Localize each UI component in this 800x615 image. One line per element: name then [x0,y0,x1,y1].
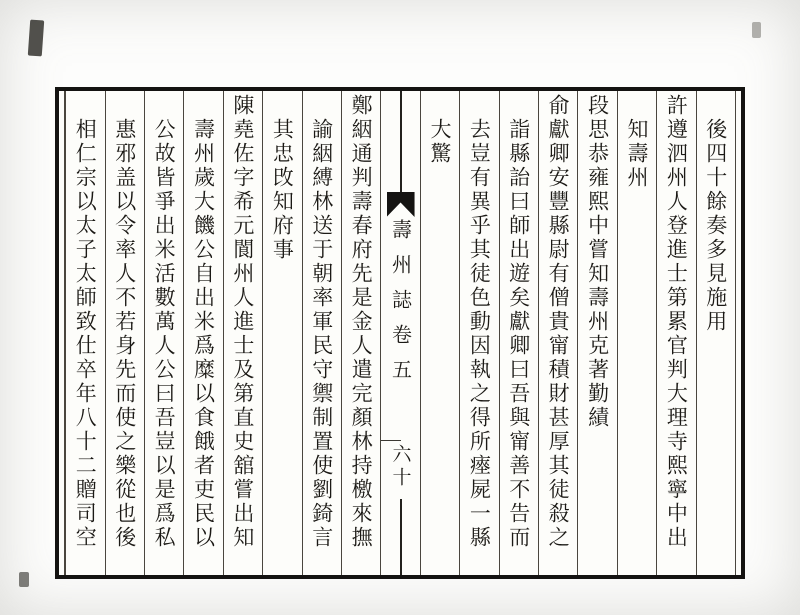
column-text: 相仁宗以太子太師致仕卒年八十二贈司空 [73,118,98,550]
text-column [341,91,380,575]
column-text: 俞獻卿安豐縣尉有僧貴甯積財甚厚其徒殺之 [546,94,571,550]
column-text: 許遵泗州人登進士第累官判大理寺熙寧中出 [664,94,689,550]
text-column [262,91,301,575]
column-text: 段思恭雍熙中嘗知壽州克著勤績 [585,94,610,430]
page-edge-mark [752,22,761,38]
text-column [459,91,498,575]
fishtail-icon [387,192,415,217]
text-column [105,91,144,575]
print-border-frame [55,87,745,579]
page-edge-mark [19,572,29,587]
column-text: 鄭絪通判壽春府先是金人遣完顏林持檄來撫 [349,94,374,550]
page-number: 六十 [389,444,412,490]
column-text: 後四十餘奏多見施用 [703,118,728,334]
column-text: 陳堯佐字希元閬州人進士及第直史舘嘗出知 [230,94,255,550]
banxin-tick-line [381,440,400,441]
column-text: 詣縣詒曰師出遊矣獻卿曰吾與甯善不告而 [506,118,531,550]
column-text: 惠邪盖以令率人不若身先而使之樂從也後 [112,118,137,550]
column-text: 其忠攺知府事 [270,118,295,262]
banxin-center-line-bottom [400,499,402,575]
text-column [420,91,459,575]
column-text: 壽州歲大饑公自出米爲糜以食餓者吏民以 [191,118,216,550]
text-column [538,91,577,575]
column-text: 諭絪縛林送于朝率軍民守禦制置使劉錡言 [309,118,334,550]
text-column [577,91,616,575]
volume-title: 壽州誌卷五 [388,219,413,394]
column-text: 知壽州 [624,118,649,190]
column-text: 去豈有異乎其徒色動因執之得所瘞屍一縣 [467,118,492,550]
banxin-center-line-top [400,91,402,192]
text-column [499,91,538,575]
column-text: 大驚 [427,118,452,166]
text-column [302,91,341,575]
text-columns [64,91,736,575]
text-column [65,91,104,575]
text-column [696,91,735,575]
banxin-column [380,91,419,575]
text-column [183,91,222,575]
text-column [223,91,262,575]
text-column [144,91,183,575]
column-text: 公故皆爭出米活數萬人公曰吾豈以是爲私 [152,118,177,550]
text-column [656,91,695,575]
page-edge-mark [28,20,44,57]
text-column [617,91,656,575]
